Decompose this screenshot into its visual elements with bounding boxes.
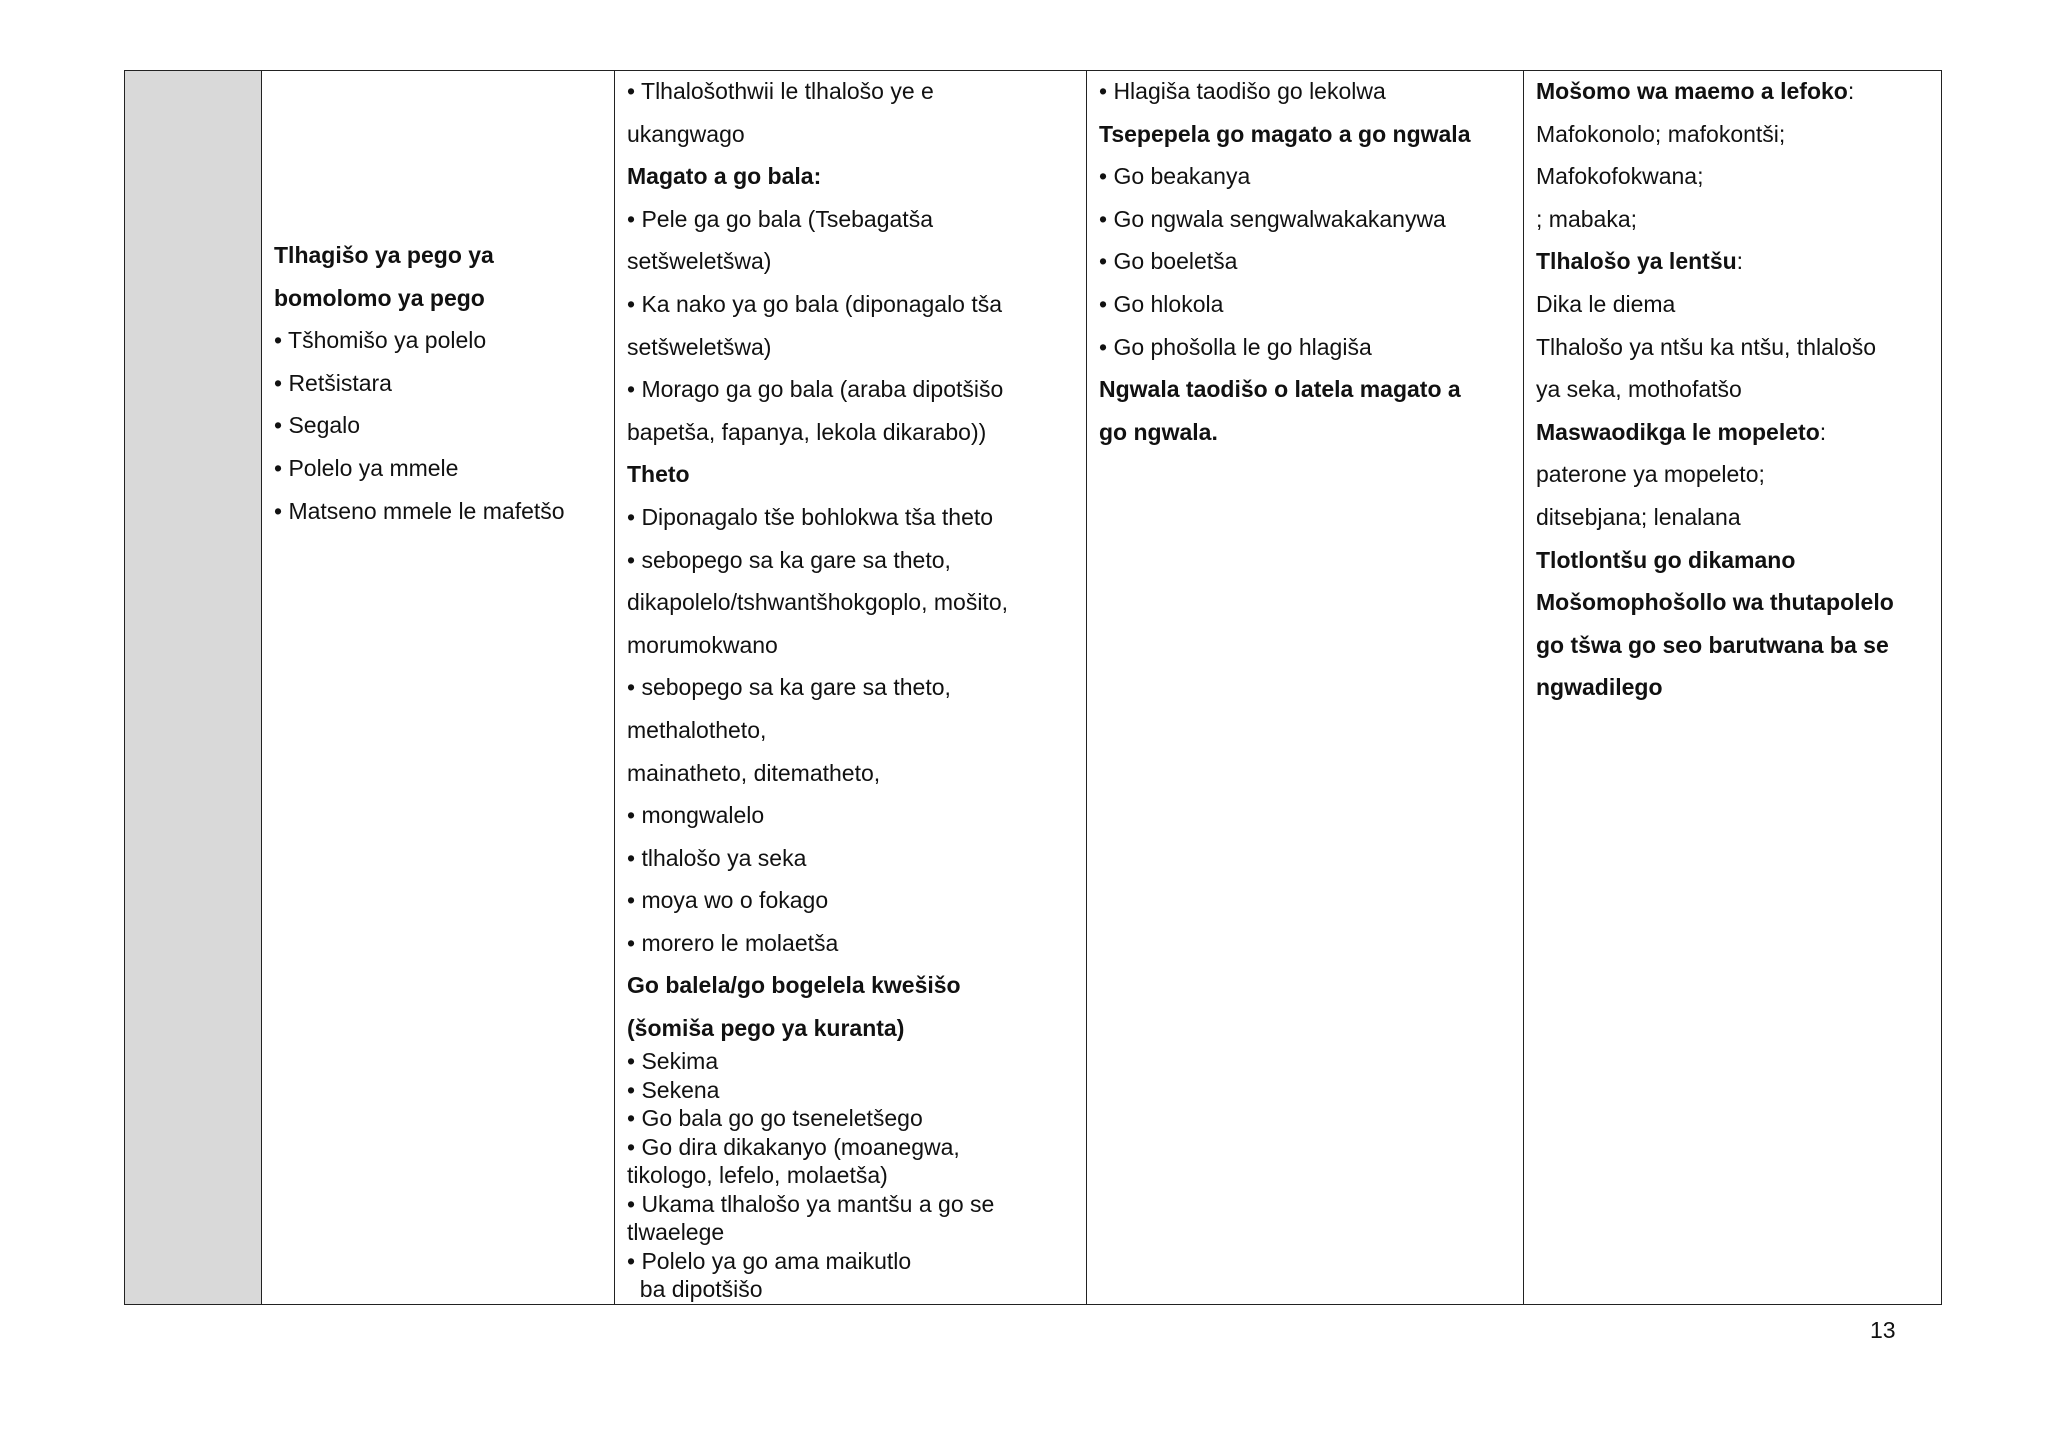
- text-line: • Go beakanya: [1099, 163, 1251, 190]
- text-line: • Ukama tlhalošo ya mantšu a go se: [627, 1190, 995, 1217]
- text-line: • Polelo ya go ama maikutlo: [627, 1247, 912, 1274]
- text-line: [1536, 368, 1933, 411]
- text-line: • moya wo o fokago: [627, 887, 829, 914]
- text-run: Dika le diema: [1536, 290, 1676, 317]
- text-line: bomolomo ya pego: [274, 284, 485, 311]
- text-run: Mafokofokwana;: [1536, 163, 1704, 190]
- text-line: [1536, 155, 1933, 198]
- text-line: • Go hlokola: [1099, 290, 1224, 317]
- text-line: [1536, 666, 1933, 709]
- text-line: • Retšistara: [274, 369, 392, 396]
- text-line: • Polelo ya mmele: [274, 454, 459, 481]
- text-line: • sebopego sa ka gare sa theto,: [627, 546, 951, 573]
- text-line: [1536, 453, 1933, 496]
- cell-text: [627, 70, 1078, 1050]
- text-line: Tlhagišo ya pego ya: [274, 242, 494, 268]
- text-line: [1536, 581, 1933, 624]
- text-line: • Ka nako ya go bala (diponagalo tša: [627, 290, 1003, 317]
- text-line: • Morago ga go bala (araba dipotšišo: [627, 376, 1004, 403]
- text-run: go tšwa go seo barutwana ba se: [1536, 631, 1889, 658]
- text-run: :: [1847, 78, 1855, 104]
- text-line: dikapolelo/tshwantšhokgoplo, mošito,: [627, 589, 1009, 616]
- text-line: • Diponagalo tše bohlokwa tša theto: [627, 503, 994, 530]
- text-line: [1536, 113, 1933, 156]
- text-line: Tsepepela go magato a go ngwala: [1099, 120, 1471, 147]
- cell-text-compact: [627, 1047, 1078, 1304]
- text-line: • tlhalošo ya seka: [627, 844, 807, 871]
- text-run: ya seka, mothofatšo: [1536, 376, 1742, 403]
- text-line: • Go bala go go tseneletšego: [627, 1105, 923, 1131]
- curriculum-table: [124, 70, 1942, 1305]
- text-line: Magato a go bala:: [627, 163, 822, 190]
- cell-text: [1536, 70, 1933, 709]
- text-line: Ngwala taodišo o latela magato a: [1099, 376, 1461, 403]
- column-language: [1524, 71, 1941, 1304]
- column-writing: [1087, 71, 1524, 1304]
- text-line: bapetša, fapanya, lekola dikarabo)): [627, 418, 987, 445]
- text-run: :: [1819, 418, 1827, 445]
- text-line: [1536, 326, 1933, 369]
- text-line: [1536, 198, 1933, 241]
- text-run: Mafokonolo; mafokontši;: [1536, 120, 1786, 147]
- text-line: • Go phošolla le go hlagiša: [1099, 333, 1372, 360]
- text-line: • Matseno mmele le mafetšo: [274, 497, 565, 524]
- text-line: tlwaelege: [627, 1219, 725, 1245]
- text-line: [1536, 283, 1933, 326]
- text-line: Theto: [627, 461, 690, 488]
- text-line: • Pele ga go bala (Tsebagatša: [627, 205, 933, 232]
- text-line: mainatheto, ditematheto,: [627, 759, 881, 786]
- text-line: tikologo, lefelo, molaetša): [627, 1162, 888, 1188]
- text-line: • Hlagiša taodišo go lekolwa: [1099, 78, 1386, 104]
- text-run: Mošomophošollo wa thutapolelo: [1536, 589, 1894, 616]
- text-line: setšweletšwa): [627, 248, 772, 275]
- text-line: • sebopego sa ka gare sa theto,: [627, 674, 951, 701]
- text-line: • Tlhalošothwii le tlhalošo ye e: [627, 78, 934, 104]
- text-line: • Sekima: [627, 1048, 719, 1074]
- text-line: • mongwalelo: [627, 802, 765, 829]
- text-line: [1536, 70, 1933, 113]
- text-line: [1536, 539, 1933, 582]
- text-line: [1536, 496, 1933, 539]
- text-run: ; mabaka;: [1536, 205, 1637, 232]
- text-run: ditsebjana; lenalana: [1536, 503, 1741, 530]
- text-line: [1536, 240, 1933, 283]
- text-run: Maswaodikga le mopeleto: [1536, 418, 1820, 445]
- text-line: • Go ngwala sengwalwakakanywa: [1099, 205, 1446, 232]
- text-line: • Go boeletša: [1099, 248, 1238, 275]
- text-line: • Go dira dikakanyo (moanegwa,: [627, 1133, 960, 1160]
- text-line: • morero le molaetša: [627, 929, 839, 956]
- text-run: :: [1736, 248, 1744, 275]
- grey-column: [125, 71, 262, 1304]
- text-line: morumokwano: [627, 631, 778, 658]
- text-line: [1536, 411, 1933, 454]
- text-run: ngwadilego: [1536, 674, 1663, 701]
- text-line: ba dipotšišo: [627, 1276, 763, 1302]
- text-line: setšweletšwa): [627, 333, 772, 360]
- text-run: Tlhalošo ya lentšu: [1536, 248, 1737, 275]
- text-line: methalotheto,: [627, 716, 767, 743]
- text-line: • Sekena: [627, 1076, 720, 1103]
- text-line: [1536, 624, 1933, 667]
- cell-text: [274, 234, 606, 532]
- column-oral-presentation: [262, 71, 615, 1304]
- text-line: • Tšhomišo ya polelo: [274, 327, 487, 354]
- cell-text: [1099, 70, 1515, 453]
- text-run: paterone ya mopeleto;: [1536, 461, 1765, 488]
- text-line: (šomiša pego ya kuranta): [627, 1015, 905, 1042]
- text-run: Mošomo wa maemo a lefoko: [1536, 78, 1848, 104]
- text-line: go ngwala.: [1099, 418, 1218, 445]
- text-run: Tlotlontšu go dikamano: [1536, 546, 1796, 573]
- text-line: • Segalo: [274, 412, 361, 439]
- text-line: Go balela/go bogelela kwešišo: [627, 972, 961, 999]
- text-line: ukangwago: [627, 120, 745, 147]
- page-number: 13: [1870, 1317, 1896, 1343]
- text-run: Tlhalošo ya ntšu ka ntšu, thlalošo: [1536, 333, 1877, 360]
- column-reading: [615, 71, 1087, 1304]
